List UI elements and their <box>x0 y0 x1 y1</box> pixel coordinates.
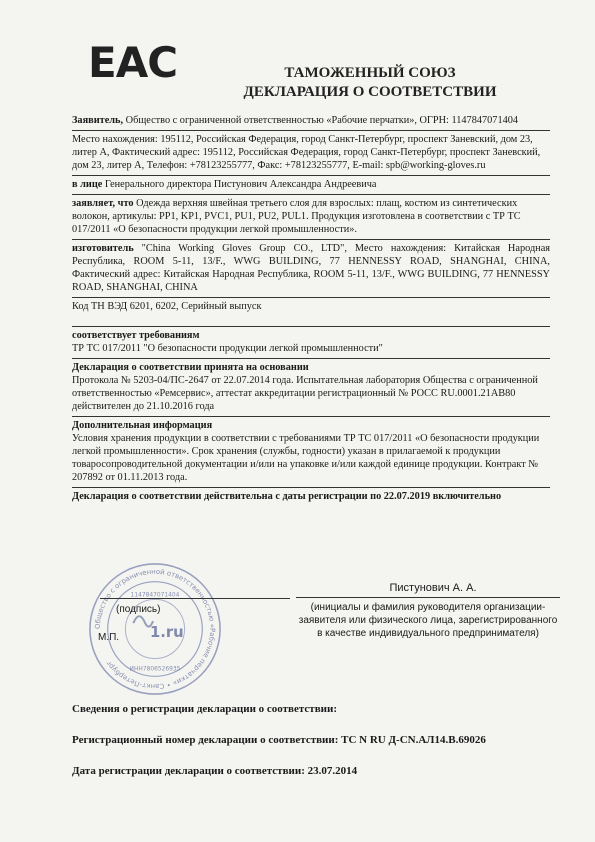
declares-label: заявляет, что <box>72 198 134 209</box>
signatory-block <box>296 582 560 640</box>
person-label: в лице <box>72 179 103 190</box>
basis-label: Декларация о соответствии принята на основании <box>72 362 309 373</box>
eac-logo: EAC <box>88 38 178 87</box>
header-title-union: ТАМОЖЕННЫЙ СОЮЗ <box>284 65 456 81</box>
applicant-label: Заявитель, <box>72 115 124 126</box>
signer-name: Пистунович А. А. <box>389 582 477 594</box>
registration-number: Регистрационный номер декларации о соответствии: ТС N RU Д-CN.АЛ14.В.69026 <box>72 734 486 746</box>
seal-center-text: 1.ru <box>149 623 184 641</box>
signature-label: (подпись) <box>116 604 161 615</box>
tn-ved-block: Код ТН ВЭД 6201, 6202, Серийный выпуск <box>72 297 550 316</box>
basis-block <box>72 358 550 416</box>
seal-place-label: М.П. <box>98 632 120 643</box>
person-block <box>72 175 550 194</box>
declares-text: Одежда верхняя швейная третьего слоя для взрослых: плащ, костюм из синтетических волокон, артикулы: PP1, KP1, PVC1, PU1, PU2, PUL1. Продукция изготовлена в соответствии с ТР ТС 017/2011 «О безопасности продукции легкой промышленности». <box>72 198 521 235</box>
company-seal <box>86 560 224 698</box>
document-header <box>200 64 540 102</box>
declares-block <box>72 194 550 239</box>
seal-glove-emblem <box>133 616 153 626</box>
location-block: Место нахождения: 195112, Российская Федерация, город Санкт-Петербург, проспект Заневский, дом 23, литер А, Фактический адрес: 195112, Российская Федерация, город Санкт-Петербург, проспект Заневский, дом 23, литер А, Телефон: +78123255777, Факс: +78123255777, E-mail: spb@working-gloves.ru <box>72 130 550 175</box>
signature-line <box>100 598 290 599</box>
seal-inn: ИНН7806526935 <box>129 666 181 673</box>
additional-label: Дополнительная информация <box>72 420 213 431</box>
basis-text: Протокола № 5203-04/ПС-2647 от 22.07.2014 года. Испытательная лаборатория Общества с ограниченной ответственностью «Ремсервис», аттестат аккредитации регистрационный № РОСС RU.0001.21АВ80 действителен до 21.10.2016 года <box>72 375 538 412</box>
manufacturer-label: изготовитель <box>72 243 134 254</box>
declaration-body <box>72 112 550 506</box>
applicant-block <box>72 112 550 130</box>
spacer <box>72 316 550 326</box>
applicant-text: Общество с ограниченной ответственностью «Рабочие перчатки», ОГРН: 1147847071404 <box>123 115 519 126</box>
conforms-text: ТР ТС 017/2011 "О безопасности продукции легкой промышленности" <box>72 343 383 354</box>
manufacturer-block <box>72 239 550 297</box>
person-text: Генерального директора Пистунович Александра Андреевича <box>102 179 377 190</box>
additional-text: Условия хранения продукции в соответствии с требованиями ТР ТС 017/2011 «О безопасности продукции легкой промышленности». Срок хранения (службы, годности) указан в прилагаемой к продукции товаросопроводительной документации и/или на упаковке и/или каждой единице продукции. Контракт № 207892 от 01.11.2013 года. <box>72 433 540 483</box>
registration-heading: Сведения о регистрации декларации о соответствии: <box>72 703 337 715</box>
conforms-block <box>72 326 550 358</box>
additional-block <box>72 416 550 487</box>
signer-caption: (инициалы и фамилия руководителя организации-заявителя или физического лица, зарегистрированного в качестве индивидуального предпринимателя) <box>298 602 558 639</box>
signer-line <box>296 597 560 598</box>
seal-ogrn: 1147847071404 <box>130 592 180 599</box>
validity-block: Декларация о соответствии действительна с даты регистрации по 22.07.2019 включительно <box>72 487 550 506</box>
seal-ring-text: Общество с ограниченной ответственностью «Рабочие перчатки» • Санкт-Петербург <box>93 567 217 691</box>
header-title-declaration: ДЕКЛАРАЦИЯ О СООТВЕТСТВИИ <box>243 84 497 100</box>
registration-date: Дата регистрации декларации о соответствии: 23.07.2014 <box>72 765 358 777</box>
registration-block <box>72 702 552 795</box>
conforms-label: соответствует требованиям <box>72 330 200 341</box>
manufacturer-text: "China Working Gloves Group CO., LTD", Место нахождения: Китайская Народная Республика, ROOM 5-11, 13/F., WWG BUILDING, 77 HENNESSY ROAD, SHANGHAI, CHINA, Фактический адрес: Китайская Народная Республика, ROOM 5-11, 13/F., WWG BUILDING, 77 HENNESSY ROAD, SHANGHAI, CHINA <box>72 243 550 293</box>
